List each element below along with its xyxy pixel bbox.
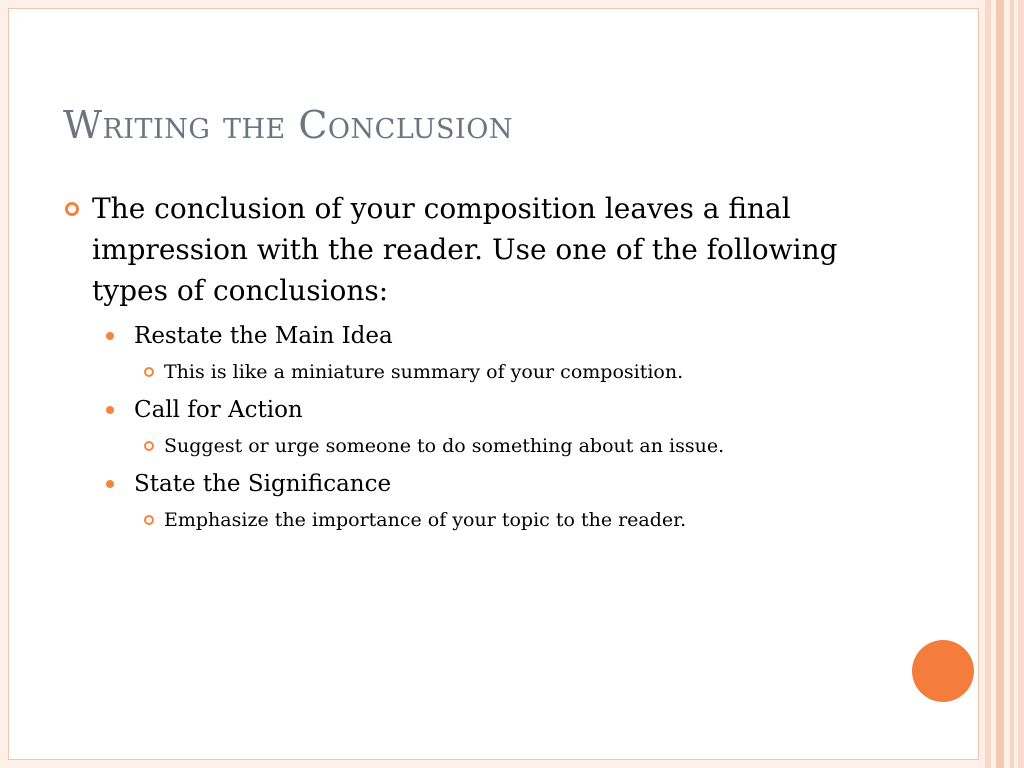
ring-bullet-icon [144,367,154,377]
conclusion-type-significance [63,469,883,499]
conclusion-type-restate [63,321,883,351]
decorative-circle [912,640,974,702]
dot-bullet-icon [106,480,114,488]
conclusion-type-heading: State the Significance [134,471,392,497]
dot-bullet-icon [106,406,114,414]
conclusion-type-detail: Emphasize the importance of your topic to the reader. [164,509,687,531]
dot-bullet-icon [106,332,114,340]
slide-body [63,188,883,533]
conclusion-type-detail: Suggest or urge someone to do something about an issue. [164,435,725,457]
slide-title: Writing the Conclusion [63,103,513,147]
decorative-stripe [996,0,1004,768]
conclusion-type-detail-restate [63,359,883,385]
decorative-stripe [1010,0,1014,768]
ring-bullet-icon [65,202,79,216]
intro-bullet [63,188,883,311]
conclusion-type-detail-significance [63,507,883,533]
conclusion-type-action [63,395,883,425]
ring-bullet-icon [144,441,154,451]
conclusion-type-heading: Call for Action [134,397,303,423]
decorative-stripe [1018,0,1024,768]
decorative-stripe [985,0,991,768]
ring-bullet-icon [144,515,154,525]
conclusion-type-heading: Restate the Main Idea [134,323,393,349]
conclusion-type-detail-action [63,433,883,459]
conclusion-type-detail: This is like a miniature summary of your composition. [164,361,684,383]
intro-text: The conclusion of your composition leaves a final impression with the reader. Use one of the following types of conclusions: [92,192,838,307]
